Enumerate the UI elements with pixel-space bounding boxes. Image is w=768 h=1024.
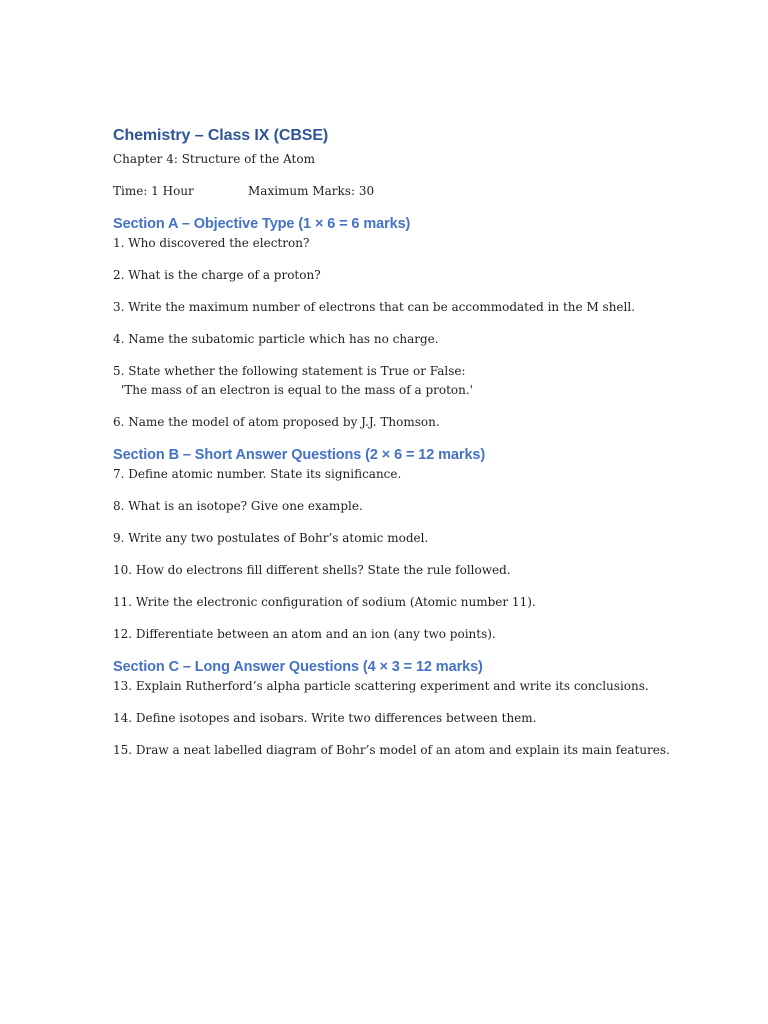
- question-10: 10. How do electrons fill different shells? State the rule followed.: [113, 563, 511, 577]
- question-5-statement: 'The mass of an electron is equal to the mass of a proton.': [121, 383, 473, 397]
- question-paper: [113, 126, 713, 758]
- question-2: 2. What is the charge of a proton?: [113, 268, 321, 282]
- paper-meta: [113, 183, 713, 199]
- question-9: 9. Write any two postulates of Bohr’s atomic model.: [113, 531, 429, 545]
- time-allowed: Time: 1 Hour: [113, 184, 194, 198]
- paper-title: Chemistry – Class IX (CBSE): [113, 127, 329, 144]
- chapter-line: Chapter 4: Structure of the Atom: [113, 152, 315, 166]
- question-6: 6. Name the model of atom proposed by J.J. Thomson.: [113, 415, 440, 429]
- question-12: 12. Differentiate between an atom and an ion (any two points).: [113, 627, 496, 641]
- section-a-heading: Section A – Objective Type (1 × 6 = 6 marks): [113, 216, 411, 232]
- question-4: 4. Name the subatomic particle which has no charge.: [113, 332, 439, 346]
- section-c-heading: Section C – Long Answer Questions (4 × 3 = 12 marks): [113, 659, 483, 675]
- question-1: 1. Who discovered the electron?: [113, 236, 310, 250]
- question-5: 5. State whether the following statement is True or False:: [113, 364, 466, 378]
- question-11: 11. Write the electronic configuration of sodium (Atomic number 11).: [113, 595, 536, 609]
- maximum-marks: Maximum Marks: 30: [248, 184, 375, 198]
- question-7: 7. Define atomic number. State its significance.: [113, 467, 402, 481]
- question-15: 15. Draw a neat labelled diagram of Bohr’s model of an atom and explain its main features.: [113, 743, 670, 757]
- question-14: 14. Define isotopes and isobars. Write two differences between them.: [113, 711, 537, 725]
- question-8: 8. What is an isotope? Give one example.: [113, 499, 363, 513]
- question-3: 3. Write the maximum number of electrons that can be accommodated in the M shell.: [113, 300, 636, 314]
- question-13: 13. Explain Rutherford’s alpha particle scattering experiment and write its conclusions.: [113, 679, 649, 693]
- section-b-heading: Section B – Short Answer Questions (2 × 6 = 12 marks): [113, 447, 486, 463]
